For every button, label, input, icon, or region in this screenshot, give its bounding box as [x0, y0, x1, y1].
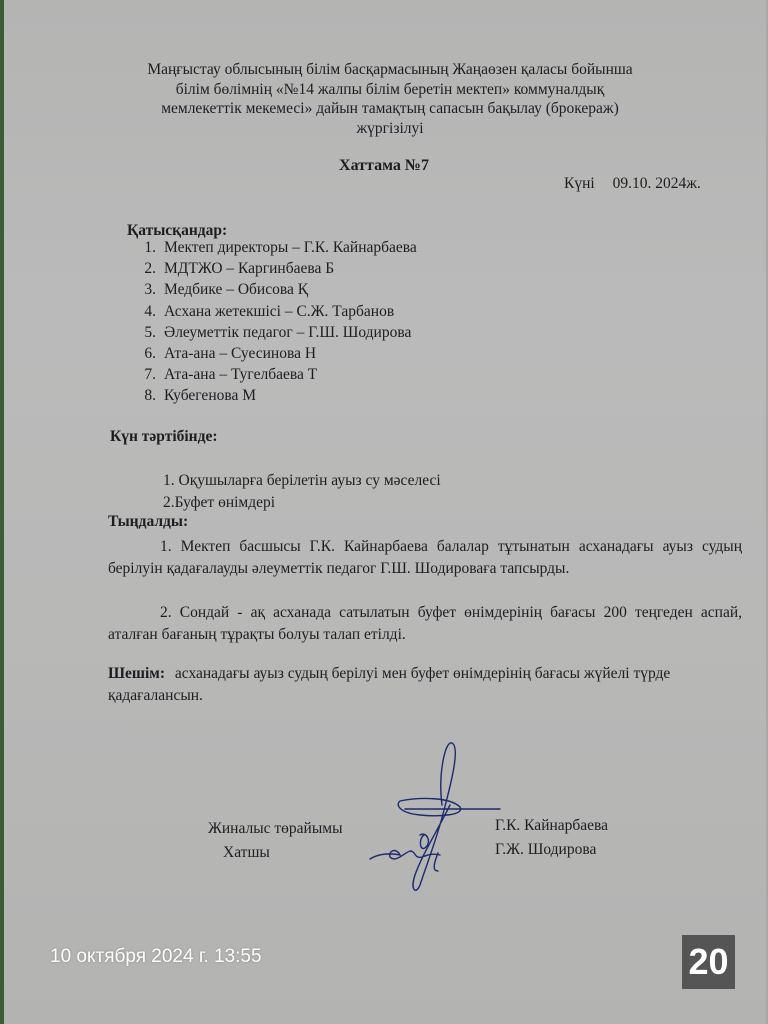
page-number-badge: 20: [682, 935, 735, 989]
item-text: Әлеуметтік педагог – Г.Ш. Шодирова: [164, 323, 412, 341]
item-text: Медбике – Обисова Қ: [164, 281, 309, 299]
list-item: [130, 364, 417, 385]
photo-timestamp: 10 октября 2024 г. 13:55: [50, 946, 262, 967]
header-line: жүргізілуі: [356, 119, 424, 137]
item-number: 3.: [144, 281, 156, 299]
list-item: [130, 343, 417, 364]
header-line: білім бөлімнің «№14 жалпы білім беретін мектеп» коммуналдық: [175, 80, 605, 98]
signature-roles: [208, 817, 342, 865]
decision-label: Шешім:: [108, 665, 166, 682]
header-line: мемлекеттік мекемесі» дайын тамақтың сапасын бақылау (брокераж): [161, 100, 619, 117]
document-title: Хаттама №7: [339, 157, 429, 174]
secretary-name: Г.Ж. Шодирова: [495, 841, 597, 858]
item-number: 5.: [144, 323, 156, 341]
header-line: Маңғыстау облысының білім басқармасының Жаңаөзен қаласы бойынша: [147, 61, 633, 78]
chair-name: Г.К. Кайнарбаева: [495, 817, 609, 834]
item-text: Ата-ана – Тугелбаева Т: [164, 366, 318, 384]
list-item: [130, 301, 417, 322]
item-text: Мектеп директоры – Г.К. Кайнарбаева: [164, 239, 417, 256]
item-text: МДТЖО – Каргинбаева Б: [164, 260, 335, 278]
handwritten-signature: [360, 735, 510, 895]
list-item: [130, 237, 417, 258]
heard-paragraph-2: 2. Сондай - ақ асханада сатылатын буфет өнімдерінің бағасы 200 теңгеден аспай, аталған бағаның тұрақты болуы талап етілді.: [108, 604, 742, 643]
date-label: Күні: [564, 175, 595, 192]
heard-paragraph-1: 1. Мектеп басшысы Г.К. Кайнарбаева балалар тұтынатын асханадағы ауыз судың берілуін қадағалауды әлеуметтік педагог Г.Ш. Шодироваға тапсырды.: [108, 538, 742, 577]
item-number: 6.: [144, 344, 156, 362]
chair-role: Жиналыс төрайымы: [208, 820, 343, 837]
heard-heading: Тыңдалды:: [108, 513, 189, 530]
agenda-item: 2.Буфет өнімдері: [163, 494, 276, 511]
participants-heading: Қатысқандар:: [127, 222, 228, 239]
agenda-heading: Күн тәртібінде:: [110, 428, 218, 445]
item-number: 4.: [144, 302, 156, 320]
item-text: Ата-ана – Суесинова Н: [164, 344, 317, 362]
item-text: Асхана жетекшісі – С.Ж. Тарбанов: [164, 302, 395, 320]
document-date: [564, 175, 701, 193]
item-number: 7.: [144, 366, 156, 384]
item-text: Кубегенова М: [164, 387, 257, 405]
list-item: [130, 279, 417, 300]
item-number: 8.: [144, 387, 156, 405]
item-number: 2.: [144, 260, 156, 278]
list-item: [130, 385, 417, 406]
list-item: [130, 322, 417, 343]
decision: [108, 663, 728, 707]
photo-edge-background: [0, 0, 4, 1024]
list-item: [130, 258, 417, 279]
secretary-role: Хатшы: [223, 844, 270, 861]
agenda-list: [163, 470, 441, 514]
document-header: [110, 60, 670, 138]
signature-names: [495, 814, 608, 862]
item-number: 1.: [144, 239, 156, 256]
decision-text: асханадағы ауыз судың берілуі мен буфет өнімдерінің бағасы жүйелі түрде қадағалансын.: [108, 665, 671, 704]
agenda-item: 1. Оқушыларға берілетін ауыз су мәселесі: [163, 472, 441, 489]
date-value: 09.10. 2024ж.: [612, 175, 701, 192]
participants-list: [130, 237, 417, 407]
